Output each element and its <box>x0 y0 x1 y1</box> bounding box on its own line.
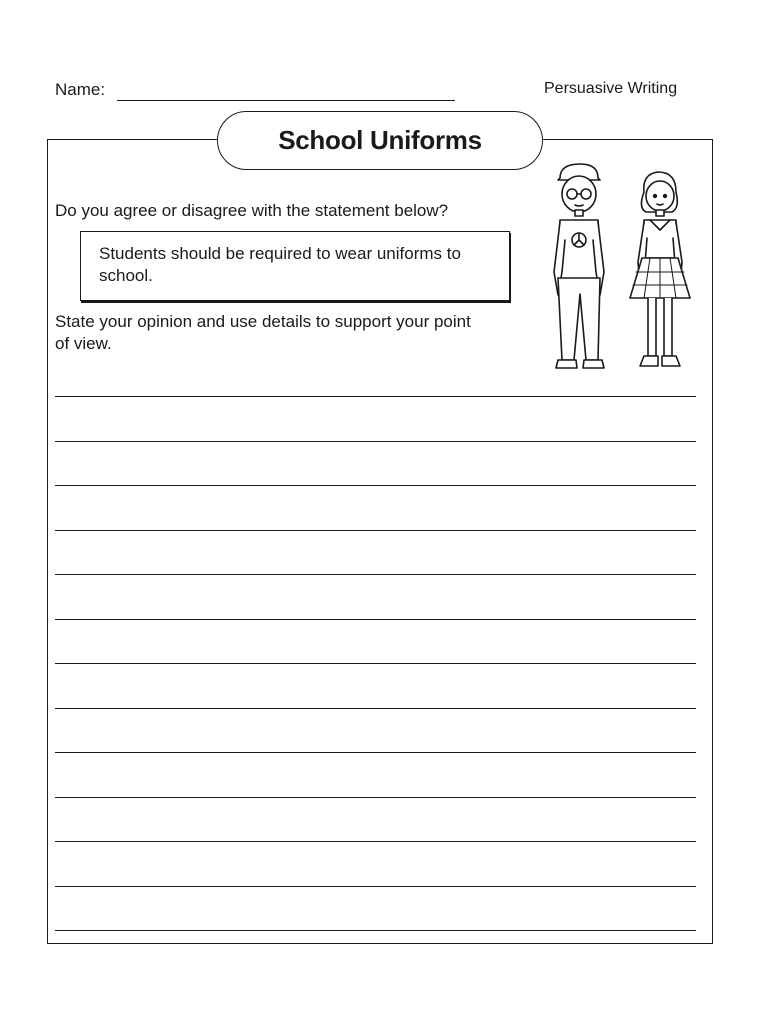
worksheet-title: School Uniforms <box>278 125 482 155</box>
boy-left-shoe <box>556 360 577 368</box>
girl-left-shoe <box>640 356 658 366</box>
children-in-uniform-illustration <box>546 160 702 375</box>
girl-left-leg <box>648 298 656 356</box>
writing-line[interactable] <box>55 441 696 442</box>
girl-right-shoe <box>662 356 680 366</box>
girl-head <box>646 181 674 211</box>
writing-line[interactable] <box>55 841 696 842</box>
statement-text: Students should be required to wear uniforms to school. <box>99 244 461 285</box>
writing-line[interactable] <box>55 485 696 486</box>
statement-box <box>80 231 510 301</box>
writing-line[interactable] <box>55 886 696 887</box>
writing-line[interactable] <box>55 930 696 931</box>
writing-line[interactable] <box>55 663 696 664</box>
name-answer-line[interactable] <box>117 100 455 101</box>
instruction-text: State your opinion and use details to support your point of view. <box>55 312 471 353</box>
girl-right-leg <box>664 298 672 356</box>
boy-pants <box>558 278 600 360</box>
writing-line[interactable] <box>55 574 696 575</box>
question-text: Do you agree or disagree with the statement below? <box>55 201 449 220</box>
writing-line[interactable] <box>55 396 696 397</box>
boy-right-shoe <box>583 360 604 368</box>
writing-line[interactable] <box>55 708 696 709</box>
title-banner <box>217 111 543 170</box>
name-label: Name: <box>55 80 106 99</box>
writing-line[interactable] <box>55 619 696 620</box>
writing-line[interactable] <box>55 797 696 798</box>
worksheet-type: Persuasive Writing <box>544 80 678 97</box>
writing-line[interactable] <box>55 530 696 531</box>
writing-line[interactable] <box>55 752 696 753</box>
